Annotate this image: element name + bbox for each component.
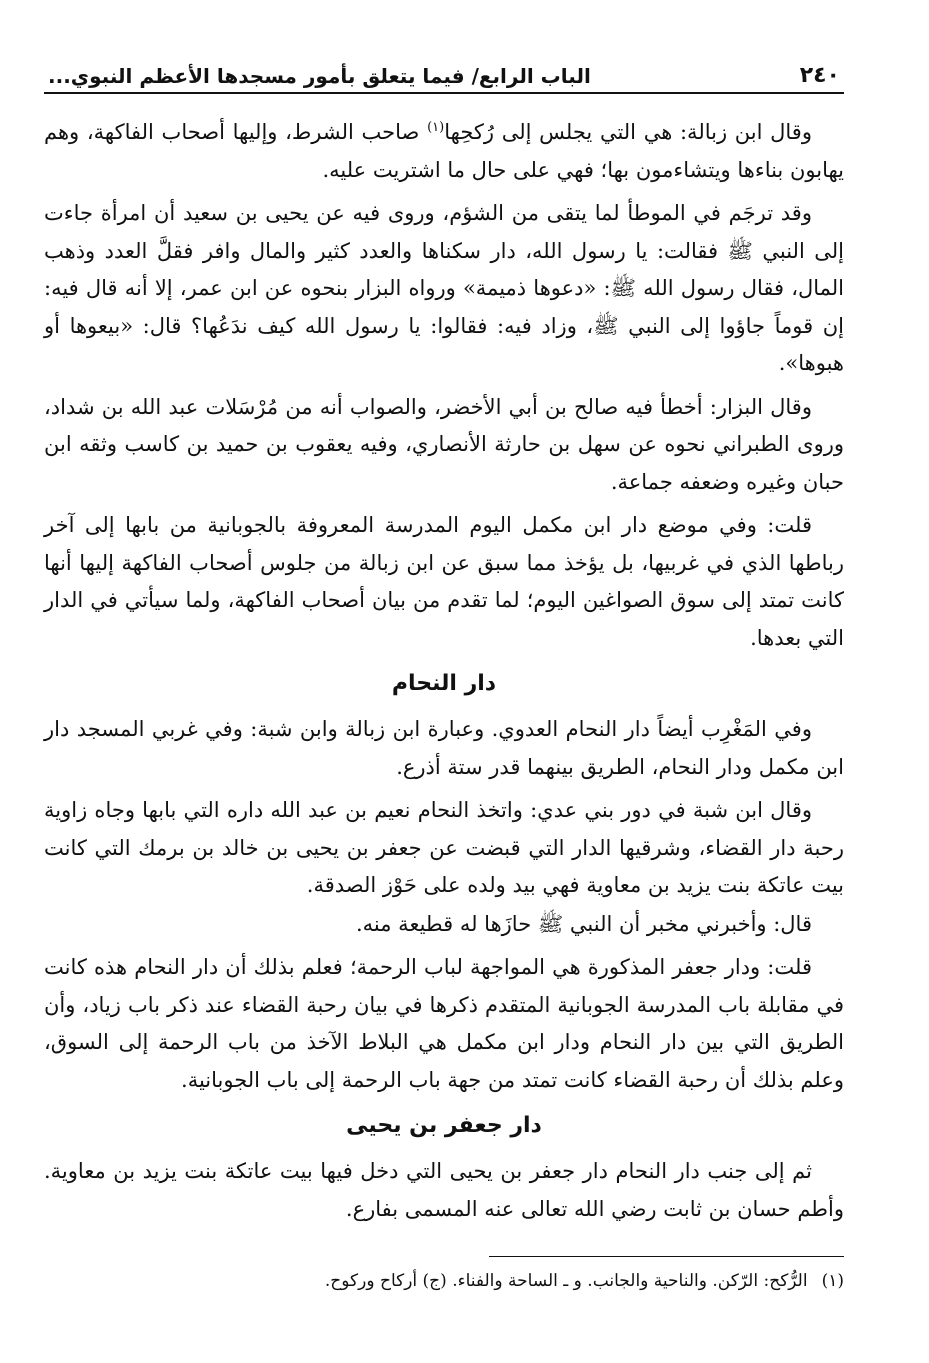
book-page — [44, 52, 844, 1342]
running-header — [44, 52, 844, 94]
footnote-text: الرُّكح: الرّكن. والناحية والجانب. و ـ الساحة والفناء. (ج) أركاح وركوح. — [324, 1271, 808, 1291]
footnote-divider — [489, 1256, 844, 1257]
paragraph-text: وقال ابن زبالة: هي التي يجلس إلى رُكحِها — [444, 120, 812, 144]
footnote-number: (١) — [821, 1271, 844, 1291]
chapter-title: الباب الرابع/ فيما يتعلق بأمور مسجدها الأعظم النبوي... — [48, 64, 591, 88]
paragraph: وقال البزار: أخطأ فيه صالح بن أبي الأخضر، والصواب أنه من مُرْسَلات عبد الله بن شداد، وروى الطبراني نحوه عن سهل بن حارثة الأنصاري، وفيه يعقوب بن حميد بن كاسب وثقه ابن حبان وغيره وضعفه جماعة. — [44, 394, 844, 494]
footnote — [44, 1267, 844, 1295]
paragraph: قلت: ودار جعفر المذكورة هي المواجهة لباب الرحمة؛ فعلم بذلك أن دار النحام هذه كانت في مقابلة باب المدرسة الجوبانية المتقدم ذكرها في بيان رحبة القضاء عند ذكر باب زياد، وأن الطريق التي بين دار النحام ودار ابن مكمل هي البلاط الآخذ من باب الرحمة إلى السوق، وعلم بذلك أن رحبة القضاء كانت تمتد من جهة باب الرحمة إلى باب الجوبانية. — [44, 955, 844, 1092]
paragraph: وقد ترجَم في الموطأ لما يتقى من الشؤم، وروى فيه عن يحيى بن سعيد أن امرأة جاءت إلى النبي ﷺ فقالت: يا رسول الله، دار سكناها والعدد كثير والمال وافر فقلَّ العدد وذهب المال، فقال رسول الله ﷺ: «دعوها ذميمة» ورواه البزار بنحوه عن ابن عمر، إلا أنه قال فيه: إن قوماً جاؤوا إلى النبي ﷺ، وزاد فيه: فقالوا: يا رسول الله كيف ندَعُها؟ قال: «بيعوها أو هبوها». — [44, 201, 844, 375]
paragraph: قال: وأخبرني مخبر أن النبي ﷺ حازَها له قطيعة منه. — [355, 911, 812, 936]
paragraph: وفي المَغْرِب أيضاً دار النحام العدوي. وعبارة ابن زبالة وابن شبة: وفي غربي المسجد دار ابن مكمل ودار النحام، الطريق بينهما قدر ستة أذرع. — [44, 717, 844, 779]
section-heading: دار النحام — [391, 671, 497, 696]
paragraph: وقال ابن شبة في دور بني عدي: واتخذ النحام نعيم بن عبد الله داره التي بابها وجاه زاوية رحبة دار القضاء، وشرقيها الدار التي قبضت عن جعفر بن يحيى بن خالد بن برمك التي كانت بيت عاتكة بنت يزيد بن معاوية فهي بيد ولده على حَوْز الصدقة. — [44, 798, 844, 897]
paragraph: قلت: وفي موضع دار ابن مكمل اليوم المدرسة المعروفة بالجوبانية من بابها إلى آخر رباطها الذي في غربيها، بل يؤخذ مما سبق عن ابن زبالة من جلوس أصحاب الفاكهة إليها أنها كانت تمتد إلى سوق الصواغين اليوم؛ لما تقدم من بيان أصحاب الفاكهة، ولما سيأتي في الدار التي بعدها. — [44, 513, 844, 650]
body-text — [44, 114, 844, 1228]
paragraph — [44, 114, 844, 189]
section-heading: دار جعفر بن يحيى — [346, 1113, 542, 1138]
page-number: ٢٤٠ — [799, 63, 840, 88]
footnote-ref: (١) — [427, 120, 445, 135]
paragraph-text: صاحب الشرط، وإليها أصحاب الفاكهة، وهم يهابون بناءها ويتشاءمون بها؛ فهي على حال ما اشتريت عليه. — [44, 120, 844, 182]
paragraph: ثم إلى جنب دار النحام دار جعفر بن يحيى التي دخل فيها بيت عاتكة بنت يزيد بن معاوية. وأطم حسان بن ثابت رضي الله تعالى عنه المسمى بفارع. — [44, 1159, 844, 1221]
